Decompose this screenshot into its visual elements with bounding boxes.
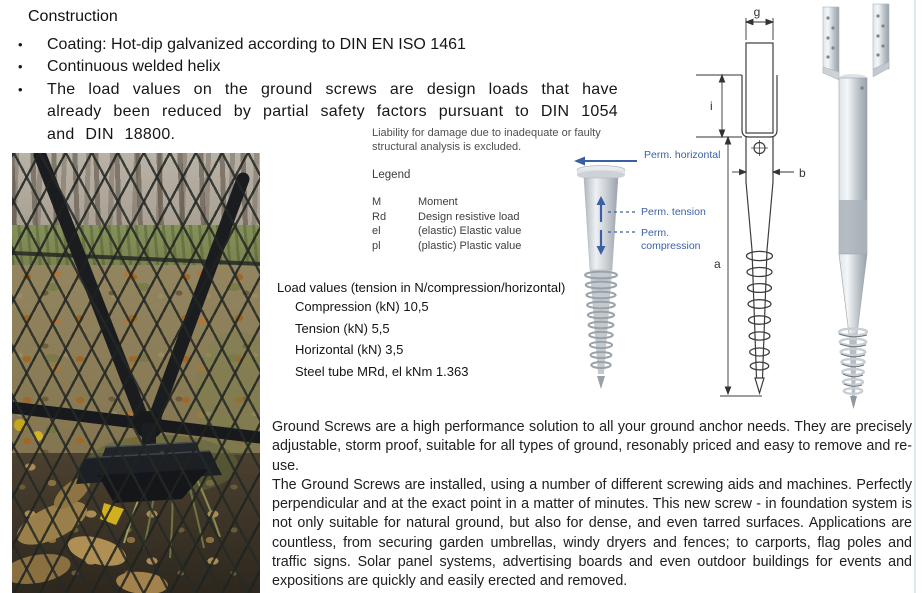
dim-a bbox=[725, 137, 730, 394]
bullet-marker: • bbox=[18, 81, 23, 97]
load-value-row: Steel tube MRd, el kNm 1.363 bbox=[295, 364, 469, 380]
description-paragraph: The Ground Screws are installed, using a number of different screwing aids and machines. Perfectly perpendicular and at the exact point in a matter of minutes. This new screw - in foundation system is not only suitable for natural ground, but also for dense, and even tarred surfaces. Applications are countless, from securing garden umbrellas, windy dryers and fences; to carports, flag poles and traffic signs. Solar panel systems, advertising boards and even outdoor buildings for events and expositions are quickly and easily erected and removed. bbox=[272, 476, 912, 590]
bullet-text: The load values on the ground screws are design loads that have already been reduced by partial safety factors pursuant to DIN 1054 and DIN 18800. bbox=[47, 80, 618, 143]
screw-tip bbox=[850, 396, 857, 409]
legend-row bbox=[372, 211, 521, 226]
bullet-item bbox=[18, 56, 618, 78]
helix-thread bbox=[839, 329, 867, 409]
u-bracket bbox=[823, 4, 889, 82]
page-title: Construction bbox=[28, 8, 118, 25]
load-value-row: Horizontal (kN) 3,5 bbox=[295, 342, 404, 358]
legend-abbr: Rd bbox=[372, 210, 387, 223]
bullet-item bbox=[18, 34, 618, 56]
legend-row bbox=[372, 196, 521, 211]
load-values-title: Load values (tension in N/compression/horizontal) bbox=[277, 280, 566, 295]
description-text bbox=[272, 418, 912, 592]
legend-desc: Design resistive load bbox=[418, 210, 520, 223]
chain-link-mesh bbox=[12, 153, 260, 593]
perm-horizontal-label: Perm. horizontal bbox=[644, 149, 721, 161]
load-values-block bbox=[277, 280, 565, 383]
perm-tension-label: Perm. tension bbox=[641, 206, 706, 218]
perm-horizontal-arrow-icon bbox=[574, 157, 637, 166]
legend-desc: (plastic) Plastic value bbox=[418, 239, 522, 252]
fence-ground-screw-photo bbox=[12, 153, 260, 593]
dim-a-label: a bbox=[714, 257, 721, 271]
bullet-text: Coating: Hot-dip galvanized according to DIN EN ISO 1461 bbox=[47, 36, 466, 53]
legend-abbr: pl bbox=[372, 239, 381, 252]
ground-screw-render bbox=[816, 2, 911, 410]
perm-compression-label-line2: compression bbox=[641, 240, 701, 252]
force-diagram-screw bbox=[560, 148, 670, 393]
dim-g bbox=[746, 18, 773, 40]
dim-b-label: b bbox=[799, 166, 806, 180]
bullet-marker: • bbox=[18, 37, 23, 52]
bullet-marker: • bbox=[18, 59, 23, 75]
legend-desc: (elastic) Elastic value bbox=[418, 225, 522, 238]
dim-i-label: i bbox=[710, 99, 713, 113]
liability-line: structural analysis is excluded. bbox=[372, 141, 522, 153]
legend-abbr: M bbox=[372, 196, 382, 208]
dim-g-label: g bbox=[753, 5, 761, 19]
load-value-row: Tension (kN) 5,5 bbox=[295, 320, 390, 336]
legend-row bbox=[372, 240, 521, 255]
legend-table bbox=[372, 196, 521, 254]
page-edge-strip bbox=[914, 0, 916, 593]
load-value-row: Compression (kN) 10,5 bbox=[295, 299, 429, 314]
dim-i bbox=[696, 75, 742, 137]
perm-compression-label-line1: Perm. bbox=[641, 227, 670, 239]
drawing-tip bbox=[755, 378, 764, 393]
liability-line: Liability for damage due to inadequate or faulty bbox=[372, 127, 601, 139]
legend-title: Legend bbox=[372, 169, 411, 181]
drawing-outline bbox=[742, 43, 777, 378]
dimension-drawing bbox=[694, 2, 819, 402]
dim-b bbox=[732, 169, 794, 174]
shaft bbox=[839, 78, 867, 334]
description-paragraph: Ground Screws are a high performance solution to all your ground anchor needs. They are precisely adjustable, storm proof, suitable for all types of ground, resonably priced and easy to remove and re-use. bbox=[272, 419, 912, 474]
bullet-text: Continuous welded helix bbox=[47, 58, 221, 76]
legend-row bbox=[372, 225, 521, 240]
legend-desc: Moment bbox=[418, 196, 458, 208]
legend-abbr: el bbox=[372, 225, 381, 238]
drawing-helix bbox=[747, 251, 773, 370]
